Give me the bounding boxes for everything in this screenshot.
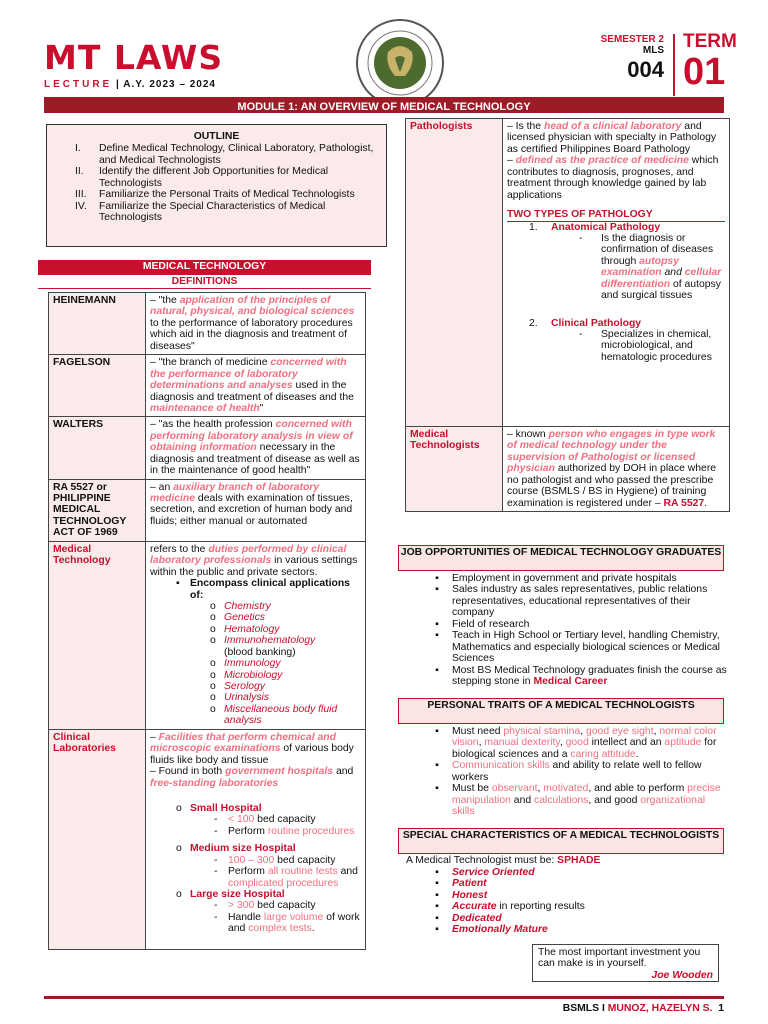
outline-item: I. Define Medical Technology, Clinical Laboratory, Pathologist, and Medical Technologists <box>75 143 374 166</box>
quote-text: The most important investment you can make is in yourself. <box>538 947 701 970</box>
row-header-walters: WALTERS <box>49 417 146 479</box>
list-item: ▪ Teach in High School or Tertiary level, handling Chemistry, Mathematics and especially biological sciences or Medical Sciences <box>435 630 720 665</box>
row-header-medical-technologists: Medical Technologists <box>406 427 503 512</box>
term-number: 01 <box>683 50 726 93</box>
course-code: 004 <box>627 57 664 82</box>
list-item: ▪ Must need physical stamina, good eye sight, normal color vision, manual dexterity, good intellect and an aptitude for biological sciences and a caring attitude. <box>435 726 717 760</box>
definition-heinemann: – "the application of the principles of natural, physical, and biological sciences to the performance of laboratory procedures which aid in the diagnosis and treatment of diseases" <box>146 293 366 355</box>
list-item: ▪ Employment in government and private hospitals <box>435 573 677 584</box>
list-item: ▪ Most BS Medical Technology graduates finish the course as stepping stone in Medical Career <box>435 664 727 687</box>
definition-medical-technology: refers to the duties performed by clinical laboratory professionals in various settings within the public and private sectors. ▪ Encompass clinical applications of: o Chemistry o Genetics o Hematology o Immunohematology (blood banking) o Immunology o Microbiology o Serology o Urinalysis o Miscellaneous body fluid analysis <box>146 541 366 729</box>
module-title: MODULE 1: AN OVERVIEW OF MEDICAL TECHNOLOGY <box>44 101 724 113</box>
semester-block <box>588 34 664 82</box>
lecture-label: LECTURE <box>44 79 113 90</box>
job-opportunities-bar: JOB OPPORTUNITIES OF MEDICAL TECHNOLOGY GRADUATES <box>398 545 724 571</box>
row-header-heinemann: HEINEMANN <box>49 293 146 355</box>
sphade-intro: A Medical Technologist must be: SPHADE <box>406 855 601 866</box>
list-item: ▪ Field of research <box>435 618 530 630</box>
sphade-list <box>422 867 728 936</box>
pathology-types-heading: TWO TYPES OF PATHOLOGY <box>507 209 725 221</box>
definition-pathologists: – Is the head of a clinical laboratory and licensed physician with specialty in Pathology as certified Philippines Board Pathology – defined as the practice of medicine which contributes to diagnosis, prognoses, and treatment through knowledge gained by lab applications TWO TYPES OF PATHOLOGY 1. Anatomical Pathology - Is the diagnosis or confirmation of diseases through autopsy examination and cellular differentiation of autopsy and surgical tissues 2. Clinical Pathology - Specializes in chemical, microbiological, and hematologic procedures <box>503 119 730 427</box>
job-list <box>422 573 728 687</box>
university-seal-icon <box>355 18 445 108</box>
quote-author: Joe Wooden <box>651 969 713 981</box>
list-item: ▪ Patient <box>435 878 487 890</box>
table-row <box>49 479 366 541</box>
header-divider <box>673 34 675 96</box>
row-header-fagelson: FAGELSON <box>49 355 146 417</box>
row-header-clinical-laboratories: Clinical Laboratories <box>49 729 146 949</box>
table-row <box>406 119 730 427</box>
roles-table <box>405 118 730 512</box>
table-row <box>49 729 366 949</box>
table-row <box>406 427 730 512</box>
list-item: ▪ Dedicated <box>435 912 502 924</box>
definition-clinical-laboratories: – Facilities that perform chemical and microscopic examinations of various body fluids like body and tissue – Found in both government hospitals and free-standing laboratories o Small Hospital - < 100 bed capacity - Perform routine procedures o Medium size Hospital - 100 – 300 bed capacity - Perform all routine tests and complicated procedures o Large size Hospital - > 300 bed capacity - Handle large volume of work and complex tests. <box>146 729 366 949</box>
definition-fagelson: – "the branch of medicine concerned with the performance of laboratory determinations and analyses used in the diagnosis and treatment of diseases and the maintenance of health" <box>146 355 366 417</box>
table-row <box>49 293 366 355</box>
table-row <box>49 355 366 417</box>
footer-rule <box>44 996 724 999</box>
outline-item: IV. Familiarize the Special Characteristics of Medical Technologists <box>75 200 326 224</box>
semester-label: SEMESTER 2 <box>600 34 664 45</box>
list-item: ▪ Service Oriented <box>435 867 535 878</box>
traits-list <box>422 726 728 818</box>
row-header-pathologists: Pathologists <box>406 119 503 427</box>
definition-ra5527: – an auxiliary branch of laboratory medicine deals with examination of tissues, secretion, and excretion of human body and fluids; either manual or automated <box>146 479 366 541</box>
definition-medical-technologists: – known person who engages in type work of medical technology under the supervision of Pathologist or licensed physician authorized by DOH in place where no pathologist and who passed the prescribe course (BSMLS / BS in Hygiene) of training examination is registered under – RA 5527. <box>503 427 730 512</box>
personal-traits-bar: PERSONAL TRAITS OF A MEDICAL TECHNOLOGISTS <box>398 698 724 724</box>
special-characteristics-bar: SPECIAL CHARACTERISTICS OF A MEDICAL TECHNOLOGISTS <box>398 828 724 854</box>
medical-technology-bar: MEDICAL TECHNOLOGY <box>38 260 371 275</box>
quote-box <box>532 944 719 982</box>
outline-box <box>46 124 387 247</box>
row-header-medical-technology: Medical Technology <box>49 541 146 729</box>
definitions-table <box>48 292 366 950</box>
list-item: ▪ Communication skills and ability to relate well to fellow workers <box>435 760 702 783</box>
lecture-line: LECTURE | A.Y. 2023 – 2024 <box>44 79 216 90</box>
row-header-ra5527: RA 5527 or PHILIPPINE MEDICAL TECHNOLOGY ACT OF 1969 <box>49 479 146 541</box>
term-block <box>683 32 737 91</box>
footer: BSMLS I MUNOZ, HAZELYN S. 1 <box>562 1003 724 1014</box>
list-item: ▪ Sales industry as sales representatives, public relations representatives, educational representatives of their company <box>435 584 708 619</box>
list-item: ▪ Emotionally Mature <box>435 924 548 936</box>
list-item: ▪ Accurate in reporting results <box>435 901 585 913</box>
definition-walters: – "as the health profession concerned with performing laboratory analysis in view of obtaining information necessary in the diagnosis and treatment of disease as well as in the maintenance of good health" <box>146 417 366 479</box>
outline-item: II. Identify the different Job Opportunities for Medical Technologists <box>75 166 329 189</box>
module-title-bar <box>44 97 724 113</box>
term-label: TERM <box>683 31 737 52</box>
definitions-bar: DEFINITIONS <box>38 275 371 289</box>
list-item: ▪ Must be observant, motivated, and able to perform precise manipulation and calculations, and good organizational skills <box>435 783 721 818</box>
applications-list: o Chemistry o Genetics o Hematology o Immunohematology (blood banking) o Immunology o Microbiology o Serology o Urinalysis o Miscellaneous body fluid analysis <box>210 600 338 727</box>
program-label: MLS <box>642 45 664 56</box>
table-row <box>49 417 366 479</box>
outline-item: III. Familiarize the Personal Traits of Medical Technologists <box>75 189 355 201</box>
document-title: MT LAWS <box>44 38 224 77</box>
academic-year: A.Y. 2023 – 2024 <box>123 79 216 90</box>
outline-heading: OUTLINE <box>193 131 240 142</box>
table-row <box>49 541 366 729</box>
list-item: ▪ Honest <box>435 889 488 901</box>
